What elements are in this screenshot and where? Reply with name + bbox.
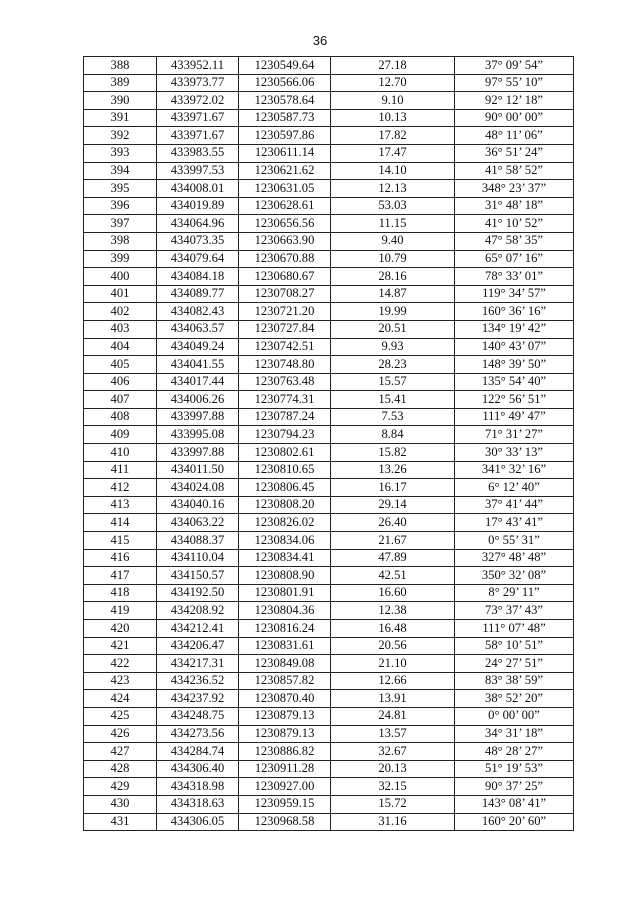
x-coordinate-cell: 434040.16 (157, 496, 239, 514)
length-cell: 17.82 (331, 127, 455, 145)
length-cell: 28.16 (331, 268, 455, 286)
table-row (84, 320, 574, 338)
x-coordinate-cell: 434236.52 (157, 672, 239, 690)
length-cell: 9.93 (331, 338, 455, 356)
point-number-cell: 397 (84, 215, 157, 233)
length-cell: 16.48 (331, 620, 455, 638)
angle-cell: 51° 19’ 53” (455, 760, 574, 778)
y-coordinate-cell: 1230806.45 (239, 479, 331, 497)
point-number-cell: 418 (84, 584, 157, 602)
x-coordinate-cell: 434192.50 (157, 584, 239, 602)
table-row (84, 356, 574, 374)
point-number-cell: 429 (84, 778, 157, 796)
point-number-cell: 396 (84, 197, 157, 215)
angle-cell: 31° 48’ 18” (455, 197, 574, 215)
point-number-cell: 417 (84, 567, 157, 585)
y-coordinate-cell: 1230628.61 (239, 197, 331, 215)
table-row (84, 707, 574, 725)
y-coordinate-cell: 1230763.48 (239, 373, 331, 391)
length-cell: 9.40 (331, 232, 455, 250)
y-coordinate-cell: 1230886.82 (239, 743, 331, 761)
table-row (84, 620, 574, 638)
y-coordinate-cell: 1230566.06 (239, 74, 331, 92)
table-row (84, 760, 574, 778)
angle-cell: 143° 08’ 41” (455, 795, 574, 813)
length-cell: 15.57 (331, 373, 455, 391)
table-row (84, 479, 574, 497)
length-cell: 16.60 (331, 584, 455, 602)
x-coordinate-cell: 434064.96 (157, 215, 239, 233)
angle-cell: 47° 58’ 35” (455, 232, 574, 250)
table-body (84, 57, 574, 831)
y-coordinate-cell: 1230816.24 (239, 620, 331, 638)
x-coordinate-cell: 433997.88 (157, 444, 239, 462)
length-cell: 14.87 (331, 285, 455, 303)
length-cell: 12.66 (331, 672, 455, 690)
point-number-cell: 431 (84, 813, 157, 831)
angle-cell: 34° 31’ 18” (455, 725, 574, 743)
angle-cell: 90° 37’ 25” (455, 778, 574, 796)
x-coordinate-cell: 433952.11 (157, 57, 239, 75)
angle-cell: 38° 52’ 20” (455, 690, 574, 708)
angle-cell: 348° 23’ 37” (455, 180, 574, 198)
angle-cell: 48° 11’ 06” (455, 127, 574, 145)
length-cell: 17.47 (331, 144, 455, 162)
x-coordinate-cell: 434049.24 (157, 338, 239, 356)
point-number-cell: 409 (84, 426, 157, 444)
length-cell: 10.79 (331, 250, 455, 268)
length-cell: 53.03 (331, 197, 455, 215)
x-coordinate-cell: 434306.05 (157, 813, 239, 831)
y-coordinate-cell: 1230727.84 (239, 320, 331, 338)
x-coordinate-cell: 434041.55 (157, 356, 239, 374)
x-coordinate-cell: 434084.18 (157, 268, 239, 286)
x-coordinate-cell: 433971.67 (157, 127, 239, 145)
length-cell: 10.13 (331, 109, 455, 127)
angle-cell: 97° 55’ 10” (455, 74, 574, 92)
y-coordinate-cell: 1230578.64 (239, 92, 331, 110)
point-number-cell: 404 (84, 338, 157, 356)
point-number-cell: 390 (84, 92, 157, 110)
point-number-cell: 399 (84, 250, 157, 268)
table-row (84, 373, 574, 391)
y-coordinate-cell: 1230968.58 (239, 813, 331, 831)
x-coordinate-cell: 434212.41 (157, 620, 239, 638)
angle-cell: 41° 10’ 52” (455, 215, 574, 233)
angle-cell: 341° 32’ 16” (455, 461, 574, 479)
table-row (84, 127, 574, 145)
angle-cell: 41° 58’ 52” (455, 162, 574, 180)
angle-cell: 122° 56’ 51” (455, 391, 574, 409)
table-row (84, 250, 574, 268)
table-row (84, 144, 574, 162)
point-number-cell: 393 (84, 144, 157, 162)
angle-cell: 58° 10’ 51” (455, 637, 574, 655)
x-coordinate-cell: 433997.88 (157, 408, 239, 426)
length-cell: 11.15 (331, 215, 455, 233)
x-coordinate-cell: 433973.77 (157, 74, 239, 92)
table-row (84, 461, 574, 479)
y-coordinate-cell: 1230826.02 (239, 514, 331, 532)
table-row (84, 197, 574, 215)
y-coordinate-cell: 1230670.88 (239, 250, 331, 268)
y-coordinate-cell: 1230959.15 (239, 795, 331, 813)
table-row (84, 232, 574, 250)
y-coordinate-cell: 1230721.20 (239, 303, 331, 321)
length-cell: 13.26 (331, 461, 455, 479)
length-cell: 16.17 (331, 479, 455, 497)
angle-cell: 148° 39’ 50” (455, 356, 574, 374)
point-number-cell: 422 (84, 655, 157, 673)
table-row (84, 778, 574, 796)
x-coordinate-cell: 434088.37 (157, 532, 239, 550)
angle-cell: 134° 19’ 42” (455, 320, 574, 338)
table-row (84, 426, 574, 444)
point-number-cell: 428 (84, 760, 157, 778)
y-coordinate-cell: 1230708.27 (239, 285, 331, 303)
y-coordinate-cell: 1230549.64 (239, 57, 331, 75)
point-number-cell: 414 (84, 514, 157, 532)
point-number-cell: 395 (84, 180, 157, 198)
table-row (84, 444, 574, 462)
x-coordinate-cell: 434318.98 (157, 778, 239, 796)
length-cell: 47.89 (331, 549, 455, 567)
point-number-cell: 401 (84, 285, 157, 303)
table-row (84, 795, 574, 813)
angle-cell: 350° 32’ 08” (455, 567, 574, 585)
x-coordinate-cell: 433995.08 (157, 426, 239, 444)
angle-cell: 37° 09’ 54” (455, 57, 574, 75)
angle-cell: 8° 29’ 11” (455, 584, 574, 602)
table-row (84, 725, 574, 743)
point-number-cell: 410 (84, 444, 157, 462)
angle-cell: 24° 27’ 51” (455, 655, 574, 673)
point-number-cell: 392 (84, 127, 157, 145)
y-coordinate-cell: 1230801.91 (239, 584, 331, 602)
length-cell: 12.38 (331, 602, 455, 620)
length-cell: 21.10 (331, 655, 455, 673)
length-cell: 12.70 (331, 74, 455, 92)
angle-cell: 83° 38’ 59” (455, 672, 574, 690)
table-row (84, 496, 574, 514)
point-number-cell: 388 (84, 57, 157, 75)
x-coordinate-cell: 434019.89 (157, 197, 239, 215)
table-row (84, 268, 574, 286)
angle-cell: 160° 20’ 60” (455, 813, 574, 831)
y-coordinate-cell: 1230834.41 (239, 549, 331, 567)
angle-cell: 73° 37’ 43” (455, 602, 574, 620)
y-coordinate-cell: 1230742.51 (239, 338, 331, 356)
x-coordinate-cell: 434017.44 (157, 373, 239, 391)
x-coordinate-cell: 434208.92 (157, 602, 239, 620)
angle-cell: 327° 48’ 48” (455, 549, 574, 567)
point-number-cell: 405 (84, 356, 157, 374)
x-coordinate-cell: 434063.57 (157, 320, 239, 338)
length-cell: 13.57 (331, 725, 455, 743)
x-coordinate-cell: 434248.75 (157, 707, 239, 725)
table-row (84, 408, 574, 426)
angle-cell: 71° 31’ 27” (455, 426, 574, 444)
length-cell: 15.72 (331, 795, 455, 813)
angle-cell: 92° 12’ 18” (455, 92, 574, 110)
x-coordinate-cell: 434318.63 (157, 795, 239, 813)
angle-cell: 36° 51’ 24” (455, 144, 574, 162)
length-cell: 20.13 (331, 760, 455, 778)
y-coordinate-cell: 1230834.06 (239, 532, 331, 550)
y-coordinate-cell: 1230808.90 (239, 567, 331, 585)
angle-cell: 48° 28’ 27” (455, 743, 574, 761)
point-number-cell: 419 (84, 602, 157, 620)
table-row (84, 180, 574, 198)
point-number-cell: 391 (84, 109, 157, 127)
angle-cell: 17° 43’ 41” (455, 514, 574, 532)
angle-cell: 37° 41’ 44” (455, 496, 574, 514)
length-cell: 20.51 (331, 320, 455, 338)
point-number-cell: 426 (84, 725, 157, 743)
y-coordinate-cell: 1230927.00 (239, 778, 331, 796)
point-number-cell: 423 (84, 672, 157, 690)
length-cell: 15.82 (331, 444, 455, 462)
point-number-cell: 400 (84, 268, 157, 286)
x-coordinate-cell: 434082.43 (157, 303, 239, 321)
length-cell: 42.51 (331, 567, 455, 585)
length-cell: 20.56 (331, 637, 455, 655)
table-row (84, 391, 574, 409)
y-coordinate-cell: 1230802.61 (239, 444, 331, 462)
length-cell: 24.81 (331, 707, 455, 725)
x-coordinate-cell: 434006.26 (157, 391, 239, 409)
x-coordinate-cell: 434206.47 (157, 637, 239, 655)
y-coordinate-cell: 1230849.08 (239, 655, 331, 673)
x-coordinate-cell: 434217.31 (157, 655, 239, 673)
point-number-cell: 416 (84, 549, 157, 567)
y-coordinate-cell: 1230870.40 (239, 690, 331, 708)
point-number-cell: 402 (84, 303, 157, 321)
table-row (84, 813, 574, 831)
y-coordinate-cell: 1230831.61 (239, 637, 331, 655)
point-number-cell: 415 (84, 532, 157, 550)
table-row (84, 514, 574, 532)
x-coordinate-cell: 434110.04 (157, 549, 239, 567)
y-coordinate-cell: 1230680.67 (239, 268, 331, 286)
table-row (84, 690, 574, 708)
angle-cell: 0° 55’ 31” (455, 532, 574, 550)
angle-cell: 6° 12’ 40” (455, 479, 574, 497)
length-cell: 26.40 (331, 514, 455, 532)
y-coordinate-cell: 1230621.62 (239, 162, 331, 180)
angle-cell: 135° 54’ 40” (455, 373, 574, 391)
point-number-cell: 427 (84, 743, 157, 761)
point-number-cell: 406 (84, 373, 157, 391)
length-cell: 27.18 (331, 57, 455, 75)
length-cell: 14.10 (331, 162, 455, 180)
x-coordinate-cell: 434284.74 (157, 743, 239, 761)
y-coordinate-cell: 1230663.90 (239, 232, 331, 250)
length-cell: 32.67 (331, 743, 455, 761)
y-coordinate-cell: 1230810.65 (239, 461, 331, 479)
angle-cell: 160° 36’ 16” (455, 303, 574, 321)
table-row (84, 567, 574, 585)
angle-cell: 140° 43’ 07” (455, 338, 574, 356)
angle-cell: 65° 07’ 16” (455, 250, 574, 268)
x-coordinate-cell: 433971.67 (157, 109, 239, 127)
y-coordinate-cell: 1230597.86 (239, 127, 331, 145)
table-row (84, 74, 574, 92)
table-row (84, 743, 574, 761)
x-coordinate-cell: 434237.92 (157, 690, 239, 708)
table-row (84, 672, 574, 690)
angle-cell: 111° 49’ 47” (455, 408, 574, 426)
table-row (84, 338, 574, 356)
table-row (84, 303, 574, 321)
length-cell: 15.41 (331, 391, 455, 409)
coordinates-table (83, 56, 574, 831)
length-cell: 21.67 (331, 532, 455, 550)
y-coordinate-cell: 1230808.20 (239, 496, 331, 514)
angle-cell: 78° 33’ 01” (455, 268, 574, 286)
point-number-cell: 413 (84, 496, 157, 514)
point-number-cell: 424 (84, 690, 157, 708)
y-coordinate-cell: 1230611.14 (239, 144, 331, 162)
y-coordinate-cell: 1230879.13 (239, 707, 331, 725)
point-number-cell: 389 (84, 74, 157, 92)
table-row (84, 109, 574, 127)
length-cell: 31.16 (331, 813, 455, 831)
x-coordinate-cell: 434306.40 (157, 760, 239, 778)
x-coordinate-cell: 434150.57 (157, 567, 239, 585)
point-number-cell: 411 (84, 461, 157, 479)
x-coordinate-cell: 434273.56 (157, 725, 239, 743)
table-row (84, 285, 574, 303)
table-row (84, 655, 574, 673)
point-number-cell: 430 (84, 795, 157, 813)
y-coordinate-cell: 1230804.36 (239, 602, 331, 620)
table-row (84, 602, 574, 620)
point-number-cell: 421 (84, 637, 157, 655)
table-row (84, 532, 574, 550)
y-coordinate-cell: 1230656.56 (239, 215, 331, 233)
x-coordinate-cell: 434011.50 (157, 461, 239, 479)
angle-cell: 111° 07’ 48” (455, 620, 574, 638)
x-coordinate-cell: 433983.55 (157, 144, 239, 162)
point-number-cell: 407 (84, 391, 157, 409)
point-number-cell: 394 (84, 162, 157, 180)
length-cell: 32.15 (331, 778, 455, 796)
x-coordinate-cell: 434073.35 (157, 232, 239, 250)
length-cell: 7.53 (331, 408, 455, 426)
table-row (84, 57, 574, 75)
y-coordinate-cell: 1230774.31 (239, 391, 331, 409)
point-number-cell: 425 (84, 707, 157, 725)
x-coordinate-cell: 434063.22 (157, 514, 239, 532)
point-number-cell: 398 (84, 232, 157, 250)
table-row (84, 215, 574, 233)
y-coordinate-cell: 1230631.05 (239, 180, 331, 198)
y-coordinate-cell: 1230587.73 (239, 109, 331, 127)
table-row (84, 637, 574, 655)
length-cell: 12.13 (331, 180, 455, 198)
x-coordinate-cell: 434079.64 (157, 250, 239, 268)
table-row (84, 162, 574, 180)
angle-cell: 0° 00’ 00” (455, 707, 574, 725)
y-coordinate-cell: 1230911.28 (239, 760, 331, 778)
table-row (84, 92, 574, 110)
length-cell: 19.99 (331, 303, 455, 321)
length-cell: 28.23 (331, 356, 455, 374)
angle-cell: 90° 00’ 00” (455, 109, 574, 127)
x-coordinate-cell: 433972.02 (157, 92, 239, 110)
x-coordinate-cell: 434024.08 (157, 479, 239, 497)
table-row (84, 549, 574, 567)
length-cell: 13.91 (331, 690, 455, 708)
y-coordinate-cell: 1230879.13 (239, 725, 331, 743)
x-coordinate-cell: 434089.77 (157, 285, 239, 303)
point-number-cell: 412 (84, 479, 157, 497)
y-coordinate-cell: 1230857.82 (239, 672, 331, 690)
x-coordinate-cell: 434008.01 (157, 180, 239, 198)
point-number-cell: 403 (84, 320, 157, 338)
y-coordinate-cell: 1230787.24 (239, 408, 331, 426)
angle-cell: 30° 33’ 13” (455, 444, 574, 462)
length-cell: 8.84 (331, 426, 455, 444)
length-cell: 29.14 (331, 496, 455, 514)
table-row (84, 584, 574, 602)
length-cell: 9.10 (331, 92, 455, 110)
angle-cell: 119° 34’ 57” (455, 285, 574, 303)
point-number-cell: 420 (84, 620, 157, 638)
y-coordinate-cell: 1230748.80 (239, 356, 331, 374)
point-number-cell: 408 (84, 408, 157, 426)
page-number: 36 (312, 33, 328, 48)
x-coordinate-cell: 433997.53 (157, 162, 239, 180)
y-coordinate-cell: 1230794.23 (239, 426, 331, 444)
